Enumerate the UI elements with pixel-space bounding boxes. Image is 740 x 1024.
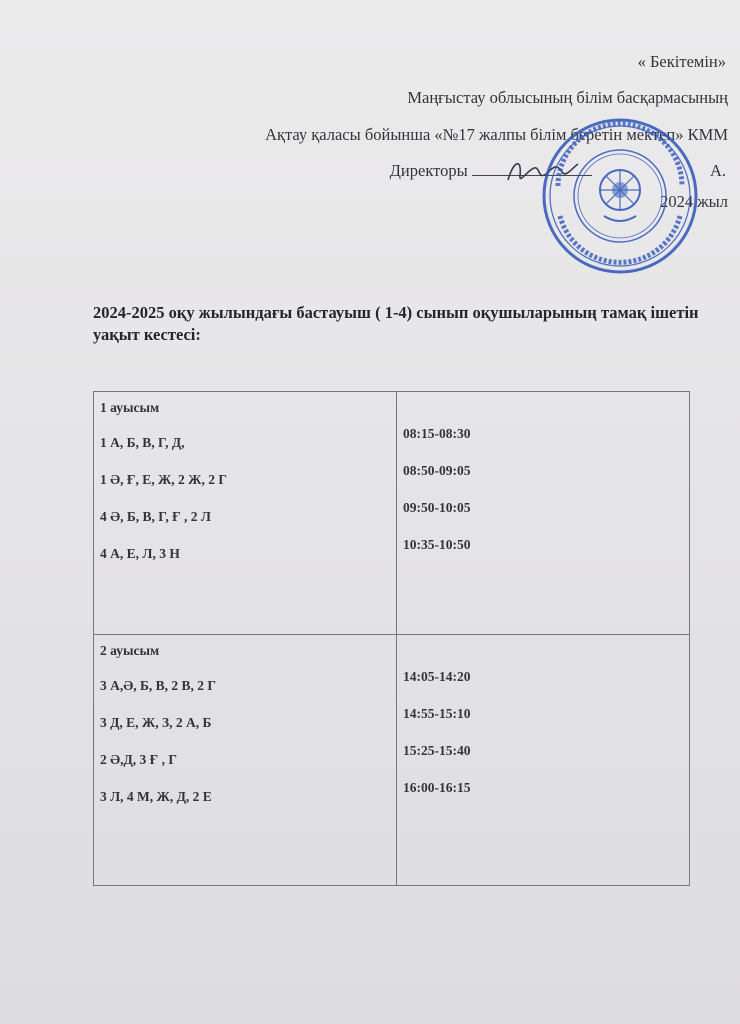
lunch-schedule-table (93, 391, 690, 886)
class-group: 3 Д, Е, Ж, З, 2 А, Б (100, 715, 212, 730)
class-group: 2 Ә,Д, 3 Ғ , Г (100, 752, 177, 767)
shift-classes-cell (94, 635, 397, 886)
time-slot: 16:00-16:15 (403, 780, 471, 795)
class-group: 3 А,Ә, Б, В, 2 В, 2 Г (100, 678, 216, 693)
official-stamp-seal (540, 116, 700, 276)
shift-row (94, 635, 690, 886)
class-group: 4 Ә, Б, В, Г, Ғ , 2 Л (100, 509, 211, 524)
shift-title: 1 ауысым (100, 400, 160, 415)
shift-classes-cell (94, 392, 397, 635)
school-line: Ақтау қаласы бойынша «№17 жалпы білім беретін мектеп» КММ (265, 125, 728, 144)
shift-times-cell (397, 392, 690, 635)
shift-title: 2 ауысым (100, 643, 160, 658)
shift-times-cell (397, 635, 690, 886)
time-slot: 09:50-10:05 (403, 500, 471, 515)
time-slot: 14:55-15:10 (403, 706, 471, 721)
class-group: 1 Ә, Ғ, Е, Ж, 2 Ж, 2 Г (100, 472, 227, 487)
class-group: 3 Л, 4 М, Ж, Д, 2 Е (100, 789, 212, 804)
time-slot: 15:25-15:40 (403, 743, 471, 758)
class-group: 1 А, Б, В, Г, Д, (100, 435, 185, 450)
class-group: 4 А, Е, Л, 3 Н (100, 546, 180, 561)
time-slot: 14:05-14:20 (403, 669, 471, 684)
time-slot: 08:50-09:05 (403, 463, 471, 478)
director-name: А. (709, 161, 726, 180)
shift-row (94, 392, 690, 635)
department-line: Маңғыстау облысының білім басқармасының (407, 88, 728, 107)
approval-date: 2024 жыл (660, 192, 728, 211)
document-title: 2024-2025 оқу жылындағы бастауыш ( 1-4) сынып оқушыларының тамақ ішетін уақыт кестесі: (93, 303, 699, 344)
approve-label: « Бекітемін» (637, 52, 726, 71)
director-label: Директоры (389, 161, 468, 180)
time-slot: 08:15-08:30 (403, 426, 471, 441)
time-slot: 10:35-10:50 (403, 537, 471, 552)
